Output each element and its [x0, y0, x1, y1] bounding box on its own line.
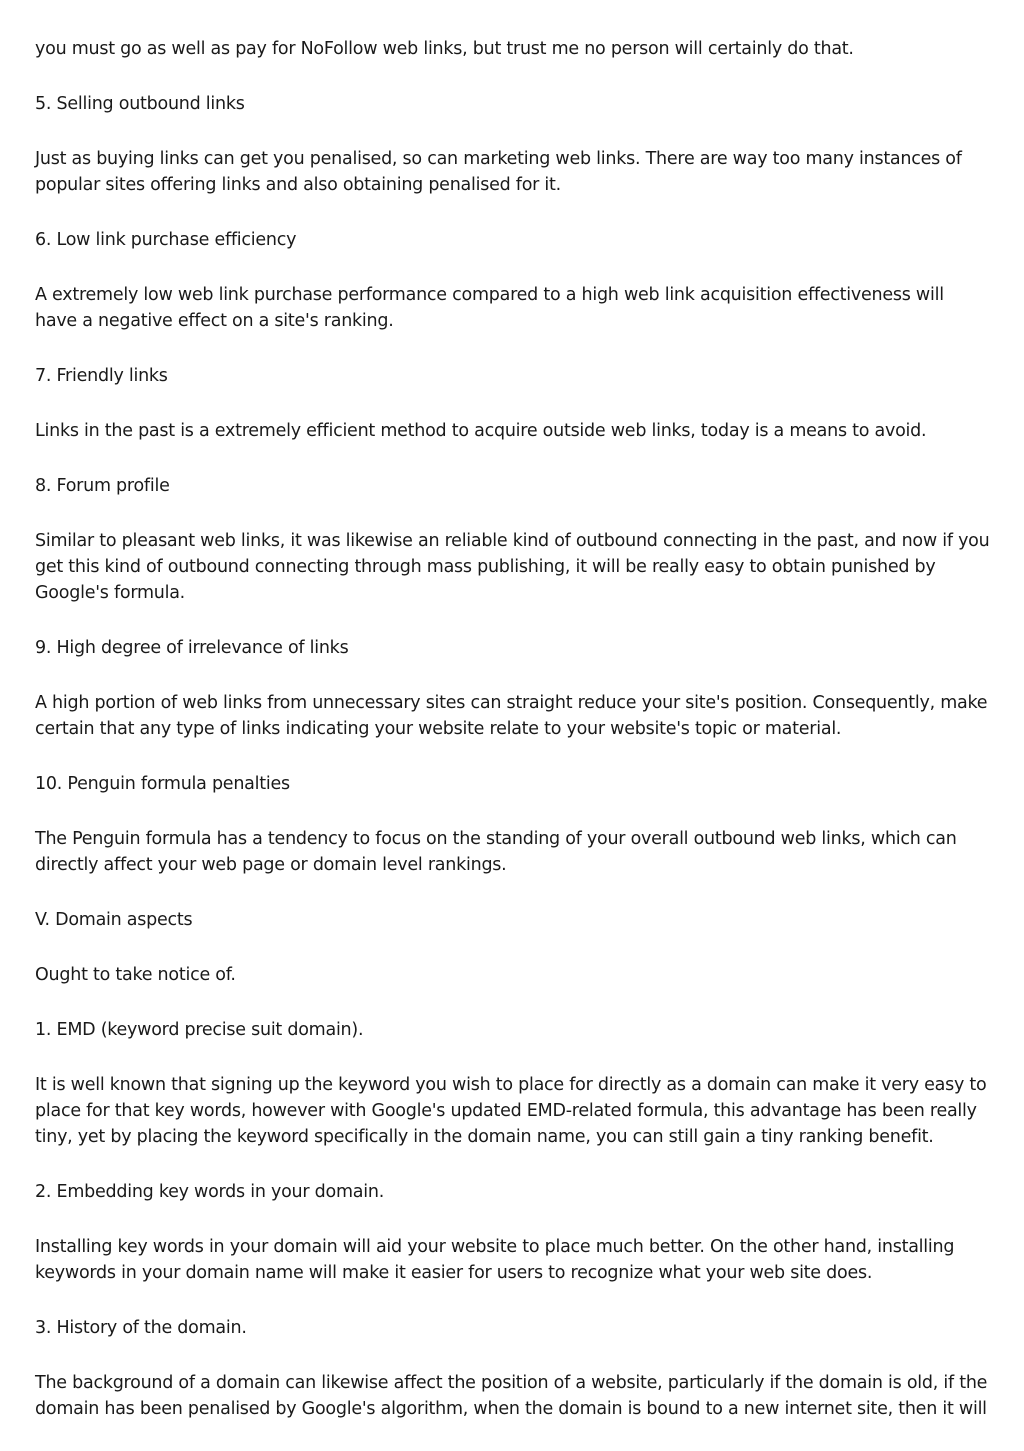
heading-forum-profile: 8. Forum profile [35, 476, 170, 496]
heading-embedding-key-words: 2. Embedding key words in your domain. [35, 1182, 385, 1202]
paragraph: It is well known that signing up the keyword you wish to place for directly as a domain can make it very easy to place for that key words, however with Google's updated EMD-related formula, this advantage has been really tiny, yet by placing the keyword specifically in the domain name, you can still gain a tiny ranking benefit. [35, 1075, 987, 1147]
heading-domain-aspects: V. Domain aspects [35, 910, 193, 930]
document-body [35, 36, 990, 1451]
heading-friendly-links: 7. Friendly links [35, 366, 168, 386]
paragraph: Ought to take notice of. [35, 965, 236, 985]
paragraph-continuation: you must go as well as pay for NoFollow web links, but trust me no person will certainly do that. [35, 39, 854, 59]
paragraph: The background of a domain can likewise affect the position of a website, particularly if the domain is old, if the domain has been penalised by Google's algorithm, when the domain is bound to a new internet site, then it will [35, 1373, 988, 1419]
paragraph: Similar to pleasant web links, it was likewise an reliable kind of outbound connecting in the past, and now if you get this kind of outbound connecting through mass publishing, it will be really easy to obtain punished by Google's formula. [35, 531, 990, 603]
heading-emd: 1. EMD (keyword precise suit domain). [35, 1020, 364, 1040]
heading-irrelevance-of-links: 9. High degree of irrelevance of links [35, 638, 349, 658]
paragraph: Links in the past is a extremely efficient method to acquire outside web links, today is a means to avoid. [35, 421, 927, 441]
paragraph: Installing key words in your domain will aid your website to place much better. On the other hand, installing keywords in your domain name will make it easier for users to recognize what your web site does. [35, 1237, 955, 1283]
heading-history-of-domain: 3. History of the domain. [35, 1318, 247, 1338]
paragraph: The Penguin formula has a tendency to focus on the standing of your overall outbound web links, which can directly affect your web page or domain level rankings. [35, 829, 957, 875]
heading-low-link-purchase-efficiency: 6. Low link purchase efficiency [35, 230, 297, 250]
paragraph: Just as buying links can get you penalised, so can marketing web links. There are way too many instances of popular sites offering links and also obtaining penalised for it. [35, 149, 962, 195]
paragraph: A high portion of web links from unnecessary sites can straight reduce your site's position. Consequently, make certain that any type of links indicating your website relate to your website's topic or material. [35, 693, 988, 739]
paragraph: A extremely low web link purchase performance compared to a high web link acquisition effectiveness will have a negative effect on a site's ranking. [35, 285, 944, 331]
heading-selling-outbound-links: 5. Selling outbound links [35, 94, 245, 114]
heading-penguin-formula-penalties: 10. Penguin formula penalties [35, 774, 290, 794]
